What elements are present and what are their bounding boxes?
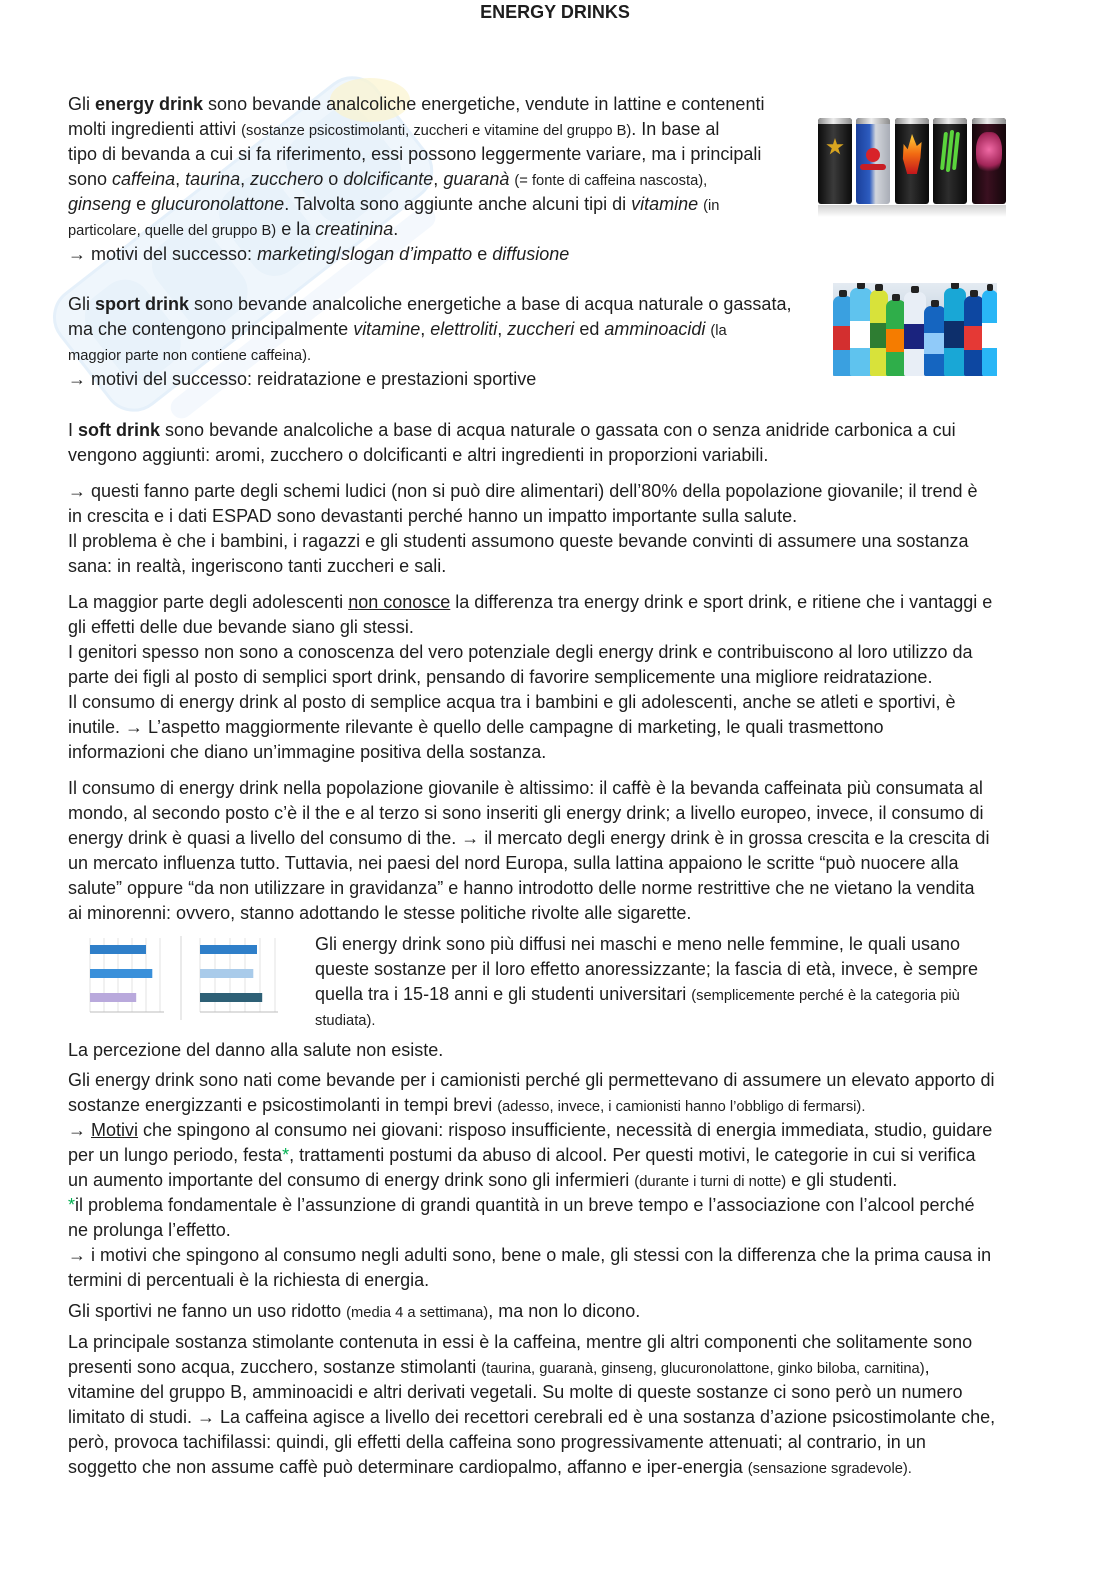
- text-segment: termini di percentuali è la richiesta di energia.: [68, 1270, 430, 1290]
- text-line: [68, 479, 978, 504]
- note-text: maggior parte non contiene caffeina).: [68, 348, 312, 364]
- text-segment: ,: [433, 169, 444, 189]
- text-segment: presenti sono acqua, zucchero, sostanze stimolanti: [68, 1357, 482, 1377]
- text-segment: Gli energy drink sono più diffusi nei maschi e meno nelle femmine, le quali usano: [315, 934, 961, 954]
- text-line: [68, 292, 791, 317]
- italic-term: elettroliti: [430, 319, 498, 339]
- text-segment: il problema fondamentale è l’assunzione di grandi quantità in un breve tempo e l’associazione con l’alcool perché: [75, 1195, 975, 1215]
- text-segment: → motivi del successo: reidratazione e prestazioni sportive: [68, 369, 537, 389]
- text-segment: informazioni che diano un’immagine positiva della sostanza.: [68, 742, 547, 762]
- note-text: (in: [703, 198, 720, 214]
- can-rim: [895, 118, 929, 124]
- text-line: [68, 92, 764, 117]
- text-line: [68, 1193, 995, 1218]
- bold-term: energy drink: [95, 94, 204, 114]
- bottle-label: [964, 326, 984, 350]
- text-line: [68, 1330, 995, 1355]
- bottle-cap: [970, 290, 978, 297]
- text-line: [68, 504, 978, 529]
- drink-can: [895, 118, 929, 204]
- paragraph-energy-drinks: [68, 92, 764, 267]
- bottle-label: [924, 333, 946, 354]
- bottle-cap: [911, 286, 920, 293]
- text-segment: tipo di bevanda a cui si fa riferimento, essi possono leggermente variare, ma i principali: [68, 144, 762, 164]
- text-segment: un aumento importante del consumo di energy drink sono gli infermieri: [68, 1170, 635, 1190]
- chart-bar: [200, 945, 257, 954]
- sun-icon: [866, 148, 880, 162]
- drink-bottle: [886, 300, 906, 376]
- text-segment: ne prolunga l’effetto.: [68, 1220, 231, 1240]
- text-line: [68, 1243, 995, 1268]
- text-segment: La maggior parte degli adolescenti: [68, 592, 349, 612]
- text-segment: inutile. → L’aspetto maggiormente rilevante è quello delle campagne di marketing, le quali trasmettono: [68, 717, 884, 737]
- bottle-label: [944, 321, 966, 347]
- italic-term: slogan d’impatto: [341, 244, 473, 264]
- text-segment: e la: [276, 219, 316, 239]
- text-line: [68, 1299, 640, 1324]
- text-segment: . In base al: [631, 119, 720, 139]
- note-text: (durante i turni di notte): [634, 1174, 787, 1190]
- text-segment: ,: [924, 1357, 930, 1377]
- can-rim: [856, 118, 890, 124]
- paragraph-athletes: [68, 1299, 640, 1324]
- text-line: [68, 242, 764, 267]
- text-segment: →: [68, 1120, 92, 1140]
- italic-term: glucuronolattone: [151, 194, 285, 214]
- text-line: [68, 876, 989, 901]
- drink-can: [818, 118, 852, 204]
- text-line: [68, 615, 992, 640]
- note-text: studiata).: [315, 1013, 376, 1029]
- chart-bar: [200, 969, 253, 978]
- note-text: (semplicemente perché è la categoria più: [691, 988, 960, 1004]
- paragraph-adolescents: [68, 590, 992, 765]
- text-segment: Gli: [68, 294, 95, 314]
- text-line: [68, 1380, 995, 1405]
- text-line: [68, 901, 989, 926]
- italic-term: amminoacidi: [604, 319, 706, 339]
- text-line: [68, 740, 992, 765]
- text-line: [68, 192, 764, 217]
- text-line: [68, 217, 764, 242]
- drink-bottle: [924, 306, 946, 376]
- paragraph-sport-drinks: [68, 292, 791, 392]
- paragraph-origin-motives: [68, 1068, 995, 1293]
- text-segment: queste sostanze per il loro effetto anoressizzante; la fascia di età, invece, è sempre: [315, 959, 979, 979]
- drink-bottle: [904, 292, 926, 376]
- italic-term: diffusione: [492, 244, 570, 264]
- text-segment: la differenza tra energy drink e sport drink, e ritiene che i vantaggi e: [450, 592, 993, 612]
- text-line: [68, 1268, 995, 1293]
- text-segment: salute” oppure “da non utilizzare in gravidanza” e hanno introdotto delle norme restrittive che ne vietano la vendita: [68, 878, 975, 898]
- text-segment: Gli: [68, 94, 95, 114]
- bold-term: soft drink: [78, 420, 161, 440]
- logo-band: [860, 164, 886, 170]
- text-segment: per un lungo periodo, festa: [68, 1145, 283, 1165]
- underlined-text: Motivi: [91, 1120, 139, 1140]
- note-text: (media 4 a settimana): [346, 1305, 489, 1321]
- can-rim: [972, 118, 1006, 124]
- bottle-label: [904, 324, 926, 349]
- chart-bar: [90, 945, 146, 954]
- text-segment: un mercato influenza tutto. Tuttavia, nei paesi del nord Europa, sulla lattina appaiono le scritte “può nuocere alla: [68, 853, 959, 873]
- text-line: [68, 640, 992, 665]
- note-text: (sostanze psicostimolanti, zuccheri e vitamine del gruppo B): [241, 123, 632, 139]
- text-segment: Gli energy drink sono nati come bevande per i camionisti perché gli permettevano di assumere un elevato apporto di: [68, 1070, 995, 1090]
- text-line: [68, 554, 978, 579]
- text-segment: .: [393, 219, 399, 239]
- text-segment: sono: [68, 169, 113, 189]
- energy-drink-cans-image: [818, 118, 1008, 218]
- text-segment: , ma non lo dicono.: [488, 1301, 641, 1321]
- text-line: [315, 957, 978, 982]
- text-segment: vengono aggiunti: aromi, zucchero o dolcificanti e altri ingredienti in proporzioni variabili.: [68, 445, 769, 465]
- text-segment: quella tra i 15-18 anni e gli studenti universitari: [315, 984, 692, 1004]
- bold-term: sport drink: [95, 294, 190, 314]
- text-line: [68, 167, 764, 192]
- can-rim: [933, 118, 967, 124]
- text-segment: limitato di studi. → La caffeina agisce a livello dei recettori cerebrali ed è una sostanza d’azione psicostimolante che,: [68, 1407, 996, 1427]
- text-segment: in crescita e i dati ESPAD sono devastanti perché hanno un impatto importante sulla salute.: [68, 506, 798, 526]
- text-segment: gli effetti delle due bevande siano gli stessi.: [68, 617, 414, 637]
- italic-term: vitamine: [353, 319, 421, 339]
- emblem-icon: [976, 132, 1002, 176]
- bottle-cap: [931, 300, 940, 307]
- star-icon: [826, 138, 844, 156]
- text-segment: La percezione del danno alla salute non esiste.: [68, 1040, 444, 1060]
- text-segment: soggetto che non assume caffè può determinare cardiopalmo, affanno e iper-energia: [68, 1457, 748, 1477]
- text-segment: La principale sostanza stimolante contenuta in essi è la caffeina, mentre gli altri componenti che solitamente sono: [68, 1332, 973, 1352]
- paragraph-perception: [68, 1038, 443, 1063]
- paragraph-consumption: [68, 776, 989, 926]
- text-line: [68, 1355, 995, 1380]
- text-line: [68, 443, 956, 468]
- note-text: (adesso, invece, i camionisti hanno l’obbligo di fermarsi).: [497, 1099, 866, 1115]
- text-segment: /: [336, 244, 342, 264]
- italic-term: guaranà: [443, 169, 510, 189]
- bar-chart-right: [180, 936, 292, 1020]
- text-segment: → i motivi che spingono al consumo negli adulti sono, bene o male, gli stessi con la differenza che la prima causa in: [68, 1245, 992, 1265]
- note-text: (sensazione sgradevole).: [747, 1461, 912, 1477]
- chart-bar: [90, 969, 152, 978]
- italic-term: dolcificante: [343, 169, 434, 189]
- drink-bottle: [982, 290, 997, 376]
- text-line: [68, 367, 791, 392]
- text-segment: ed: [574, 319, 605, 339]
- text-segment: ai minorenni: ovvero, stanno adottando le stesse politiche rivolte alle sigarette.: [68, 903, 692, 923]
- text-segment: Gli sportivi ne fanno un uso ridotto: [68, 1301, 347, 1321]
- text-segment: molti ingredienti attivi: [68, 119, 242, 139]
- text-segment: Il consumo di energy drink nella popolazione giovanile è altissimo: il caffè è la bevanda caffeinata più consumata al: [68, 778, 983, 798]
- drink-bottle: [964, 296, 984, 376]
- text-line: [68, 1168, 995, 1193]
- paragraph-substances: [68, 1330, 995, 1480]
- bottle-label: [982, 323, 997, 349]
- note-text: (taurina, guaranà, ginseng, glucuronolattone, ginko biloba, carnitina): [481, 1361, 925, 1377]
- can-rim: [818, 118, 852, 124]
- italic-term: zucchero: [250, 169, 324, 189]
- bottle-cap: [875, 284, 882, 291]
- text-line: [68, 826, 989, 851]
- flame-icon: [900, 134, 924, 174]
- text-line: [68, 1118, 995, 1143]
- text-line: [315, 982, 978, 1007]
- text-segment: e: [131, 194, 152, 214]
- text-segment: parte dei figli al posto di semplici sport drink, pensando di favorire semplicemente una migliore reidratazione.: [68, 667, 933, 687]
- text-segment: sono bevande analcoliche energetiche, vendute in lattine e contenenti: [203, 94, 765, 114]
- text-segment: , trattamenti postumi da abuso di alcool. Per questi motivi, le categorie in cui si verifica: [289, 1145, 976, 1165]
- drink-bottle: [944, 288, 966, 376]
- text-line: [68, 1455, 995, 1480]
- text-segment: → questi fanno parte degli schemi ludici (non si può dire alimentari) dell’80% della popolazione giovanile; il trend è: [68, 481, 978, 501]
- text-line: [68, 776, 989, 801]
- drink-can: [972, 118, 1006, 204]
- text-line: [68, 801, 989, 826]
- italic-term: creatinina: [315, 219, 394, 239]
- text-segment: ma che contengono principalmente: [68, 319, 354, 339]
- text-segment: che spingono al consumo nei giovani: risposo insufficiente, necessità di energia immediata, studio, guidare: [138, 1120, 993, 1140]
- asterisk-marker: *: [68, 1195, 76, 1215]
- italic-term: taurina: [185, 169, 241, 189]
- italic-term: caffeina: [112, 169, 176, 189]
- text-segment: ,: [497, 319, 508, 339]
- text-segment: sostanze energizzanti e psicostimolanti in tempi brevi: [68, 1095, 498, 1115]
- text-line: [68, 851, 989, 876]
- drink-can: [856, 118, 890, 204]
- text-segment: sono bevande analcoliche energetiche a base di acqua naturale o gassata,: [189, 294, 792, 314]
- text-line: [68, 1143, 995, 1168]
- text-segment: però, provoca tachifilassi: quindi, gli effetti della caffeina sono progressivamente attenuati; al contrario, in un: [68, 1432, 926, 1452]
- bottle-cap: [839, 290, 847, 297]
- bottle-cap: [892, 294, 900, 301]
- cans-reflection: [818, 205, 1006, 217]
- text-segment: I: [68, 420, 79, 440]
- text-segment: e gli studenti.: [786, 1170, 898, 1190]
- bar-chart-left: [72, 936, 178, 1020]
- page-title: ENERGY DRINKS: [480, 2, 630, 22]
- italic-term: marketing: [257, 244, 337, 264]
- paragraph-soft-drinks: [68, 418, 956, 468]
- chart-bar: [90, 993, 136, 1002]
- paragraph-gender-age: [315, 932, 978, 1032]
- bottle-cap: [951, 283, 960, 289]
- text-segment: ,: [420, 319, 431, 339]
- text-segment: sono bevande analcoliche a base di acqua naturale o gassata con o senza anidride carbonica a cui: [160, 420, 956, 440]
- text-line: [315, 1007, 978, 1032]
- asterisk-marker: *: [282, 1145, 290, 1165]
- text-line: [68, 1093, 995, 1118]
- text-line: [68, 117, 764, 142]
- drink-bottle: [850, 288, 872, 376]
- text-segment: ,: [240, 169, 251, 189]
- text-segment: I genitori spesso non sono a conoscenza del vero potenziale degli energy drink e contribuiscono al loro utilizzo da: [68, 642, 973, 662]
- text-segment: e: [472, 244, 493, 264]
- text-segment: → motivi del successo:: [68, 244, 258, 264]
- drink-can: [933, 118, 967, 204]
- text-line: [68, 342, 791, 367]
- text-line: [68, 1405, 995, 1430]
- italic-term: vitamine: [631, 194, 699, 214]
- text-segment: mondo, al secondo posto c’è il the e al terzo si sono inseriti gli energy drink; a livello europeo, invece, il consumo di: [68, 803, 984, 823]
- text-line: [68, 418, 956, 443]
- text-line: [68, 317, 791, 342]
- text-segment: sana: in realtà, ingeriscono tanti zuccheri e sali.: [68, 556, 447, 576]
- text-line: [68, 665, 992, 690]
- italic-term: zuccheri: [507, 319, 575, 339]
- note-text: (la: [710, 323, 727, 339]
- text-line: [68, 1068, 995, 1093]
- paragraph-trend: [68, 479, 978, 579]
- text-line: [68, 142, 764, 167]
- underlined-text: non conosce: [348, 592, 451, 612]
- italic-term: ginseng: [68, 194, 132, 214]
- chart-bar: [200, 993, 262, 1002]
- text-segment: ,: [175, 169, 186, 189]
- bottle-cap: [857, 283, 866, 289]
- sport-drinks-bottles-image: [833, 283, 997, 376]
- text-line: [68, 690, 992, 715]
- text-segment: vitamine del gruppo B, amminoacidi e altri derivati vegetali. Su molte di queste sostanze ci sono però un numero: [68, 1382, 963, 1402]
- bottle-cap: [987, 284, 993, 291]
- text-line: [68, 1038, 443, 1063]
- text-line: [315, 932, 978, 957]
- note-text: particolare, quelle del gruppo B): [68, 223, 277, 239]
- text-line: [68, 590, 992, 615]
- text-segment: energy drink è quasi a livello del consumo di the. → il mercato degli energy drink è in grossa crescita e la crescita di: [68, 828, 990, 848]
- text-line: [68, 529, 978, 554]
- text-segment: o: [323, 169, 344, 189]
- text-line: [68, 1430, 995, 1455]
- text-segment: Il problema è che i bambini, i ragazzi e gli studenti assumono queste bevande convinti di assumere una sostanza: [68, 531, 969, 551]
- text-line: [68, 1218, 995, 1243]
- text-line: [68, 715, 992, 740]
- bottle-label: [886, 329, 906, 352]
- note-text: (= fonte di caffeina nascosta),: [514, 173, 708, 189]
- text-segment: Il consumo di energy drink al posto di semplice acqua tra i bambini e gli adolescenti, anche se atleti e sportivi, è: [68, 692, 956, 712]
- bottle-label: [850, 321, 872, 347]
- text-segment: . Talvolta sono aggiunte anche alcuni tipi di: [284, 194, 632, 214]
